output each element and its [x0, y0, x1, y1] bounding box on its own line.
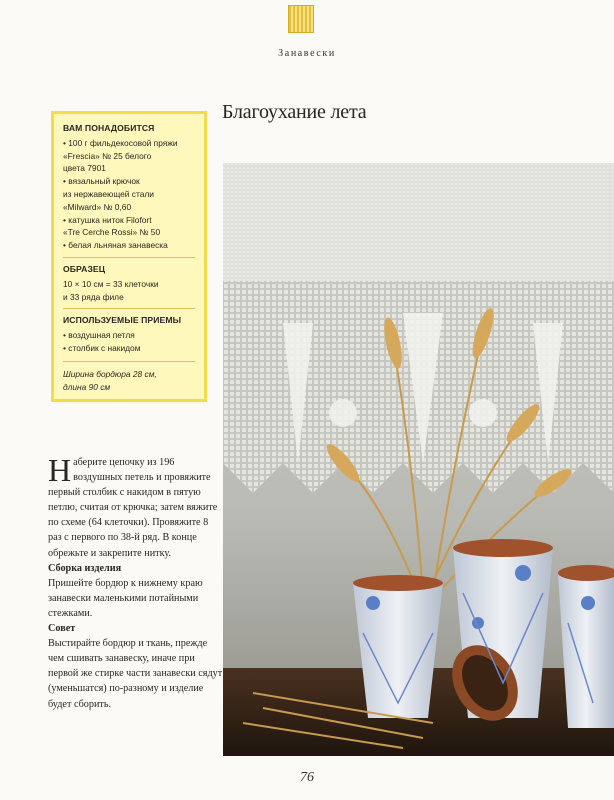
- instructions-text: [48, 452, 223, 712]
- intro-paragraph: [48, 452, 223, 561]
- materials-box: [51, 111, 207, 402]
- size-line: Ширина бордюра 28 см,: [63, 368, 157, 379]
- list-item: • катушка ниток Filofort: [63, 214, 152, 225]
- decorative-logo-icon: [288, 5, 314, 33]
- size-line: длина 90 см: [63, 381, 111, 392]
- page-title: Благоухание лета: [222, 101, 367, 123]
- intro-text: аберите цепочку из 196 воздушных петель и провяжите первый столбик с накидом в пятую петлю, считая от крючка; затем вяжите по схеме (64 клеточки). Провяжите 8 раз с первого по 38-й ряд. В конце обрежьте и закрепите нитку.: [48, 457, 218, 559]
- list-item: из нержавеющей стали: [63, 188, 154, 199]
- list-item: и 33 ряда филе: [63, 291, 124, 302]
- section-header: Занавески: [278, 48, 336, 59]
- list-item: 10 × 10 см = 33 клеточки: [63, 278, 159, 289]
- list-item: • воздушная петля: [63, 330, 135, 341]
- drop-cap: Н: [48, 452, 72, 488]
- list-item: «Milward» № 0,60: [63, 201, 132, 212]
- list-item: • столбик с накидом: [63, 342, 141, 353]
- curtain-photo: [223, 163, 614, 756]
- tip-paragraph: Выстирайте бордюр и ткань, прежде чем сшивать занавеску, иначе при первой же стирке части занавески сядут (уменьшатся) по-разному и изделие будет сборить.: [48, 638, 223, 710]
- list-item: «Frescia» № 25 белого: [63, 150, 152, 161]
- page-number: 76: [300, 770, 314, 785]
- techniques-heading: ИСПОЛЬЗУЕМЫЕ ПРИЕМЫ: [63, 315, 182, 326]
- list-item: цвета 7901: [63, 163, 106, 174]
- techniques-section: [63, 308, 195, 354]
- list-item: • 100 г фильдекосовой пряжи: [63, 137, 178, 148]
- assembly-heading: Сборка изделия: [48, 562, 122, 574]
- tip-heading: Совет: [48, 623, 76, 635]
- materials-heading: ВАМ ПОНАДОБИТСЯ: [63, 123, 155, 133]
- list-item: «Tre Cerche Rossi» № 50: [63, 227, 161, 238]
- list-item: • вязальный крючок: [63, 176, 140, 187]
- list-item: • белая льняная занавеска: [63, 240, 168, 251]
- size-note: [63, 361, 195, 394]
- materials-list: [63, 137, 195, 252]
- sample-heading: ОБРАЗЕЦ: [63, 263, 106, 274]
- sample-section: [63, 257, 195, 303]
- assembly-paragraph: Пришейте бордюр к нижнему краю занавески маленькими потайными стежками.: [48, 577, 203, 619]
